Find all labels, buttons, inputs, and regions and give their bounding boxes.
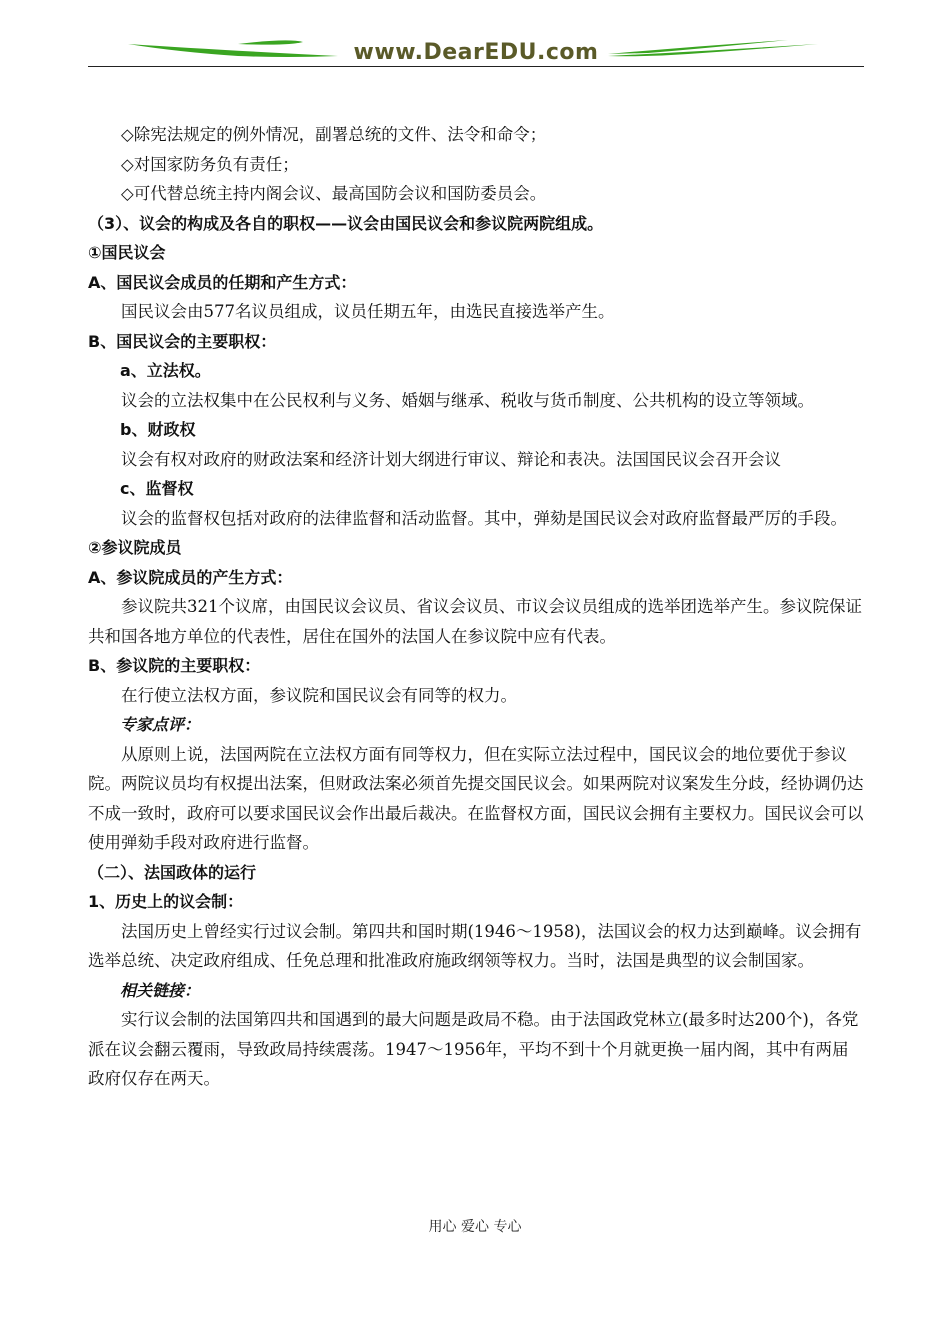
paragraph: 议会的监督权包括对政府的法律监督和活动监督。其中，弹劾是国民议会对政府监督最严厉的手段。 [121, 508, 847, 528]
item-heading: A、国民议会成员的任期和产生方式： [88, 272, 357, 292]
paragraph: 从原则上说，法国两院在立法权方面有同等权力，但在实际立法过程中，国民议会的地位要优于参议院。两院议员均有权提出法案，但财政法案必须首先提交国民议会。如果两院对议案发生分歧，经协调仍达不成一致时，政府可以要求国民议会作出最后裁决。在监督权方面，国民议会拥有主要权力。国民议会可以使用弹劾手段对政府进行监督。 [88, 744, 864, 852]
paragraph: 参议院共321个议席，由国民议会议员、省议会议员、市议会议员组成的选举团选举产生。参议院保证共和国各地方单位的代表性，居住在国外的法国人在参议院中应有代表。 [88, 597, 862, 646]
related-link-label: 相关链接： [120, 980, 201, 1000]
subsection-heading: ②参议院成员 [88, 538, 182, 557]
bullet-line: ◇对国家防务负有责任； [121, 154, 299, 174]
bullet-line: ◇除宪法规定的例外情况，副署总统的文件、法令和命令； [121, 125, 547, 144]
expert-comment-label: 专家点评： [120, 715, 201, 734]
page-footer: 用心 爱心 专心 [428, 1219, 522, 1235]
header-rule [88, 66, 864, 67]
section-heading: （3）、议会的构成及各自的职权——议会由国民议会和参议院两院组成。 [88, 213, 604, 233]
item-heading: B、国民议会的主要职权： [88, 331, 277, 351]
section-heading: （二）、法国政体的运行 [88, 862, 257, 882]
item-heading: A、参议院成员的产生方式： [88, 567, 293, 587]
document-body [88, 120, 864, 1094]
sub-item-heading: a、立法权。 [120, 361, 211, 380]
sub-item-heading: c、监督权 [120, 479, 194, 498]
paragraph: 国民议会由577名议员组成，议员任期五年，由选民直接选举产生。 [121, 302, 615, 321]
subsection-heading: ①国民议会 [88, 243, 166, 262]
paragraph: 实行议会制的法国第四共和国遇到的最大问题是政局不稳。由于法国政党林立(最多时达200个)，各党派在议会翻云覆雨，导致政局持续震荡。1947～1956年，平均不到十个月就更换一届内阁，其中有两届政府仅存在两天。 [88, 1010, 859, 1088]
paragraph: 法国历史上曾经实行过议会制。第四共和国时期(1946～1958)，法国议会的权力达到巅峰。议会拥有选举总统、决定政府组成、任免总理和批准政府施政纲领等权力。当时，法国是典型的议会制国家。 [88, 921, 862, 970]
item-heading: B、参议院的主要职权： [88, 656, 261, 675]
paragraph: 在行使立法权方面，参议院和国民议会有同等的权力。 [121, 685, 517, 705]
paragraph: 议会的立法权集中在公民权利与义务、婚姻与继承、税收与货币制度、公共机构的设立等领域。 [121, 390, 814, 410]
paragraph: 议会有权对政府的财政法案和经济计划大纲进行审议、辩论和表决。法国国民议会召开会议 [121, 449, 781, 469]
sub-item-heading: b、财政权 [120, 420, 196, 439]
site-logo-text[interactable]: www.DearEDU.com [353, 40, 599, 65]
item-heading: 1、历史上的议会制： [88, 892, 244, 911]
bullet-line: ◇可代替总统主持内阁会议、最高国防会议和国防委员会。 [121, 184, 547, 203]
